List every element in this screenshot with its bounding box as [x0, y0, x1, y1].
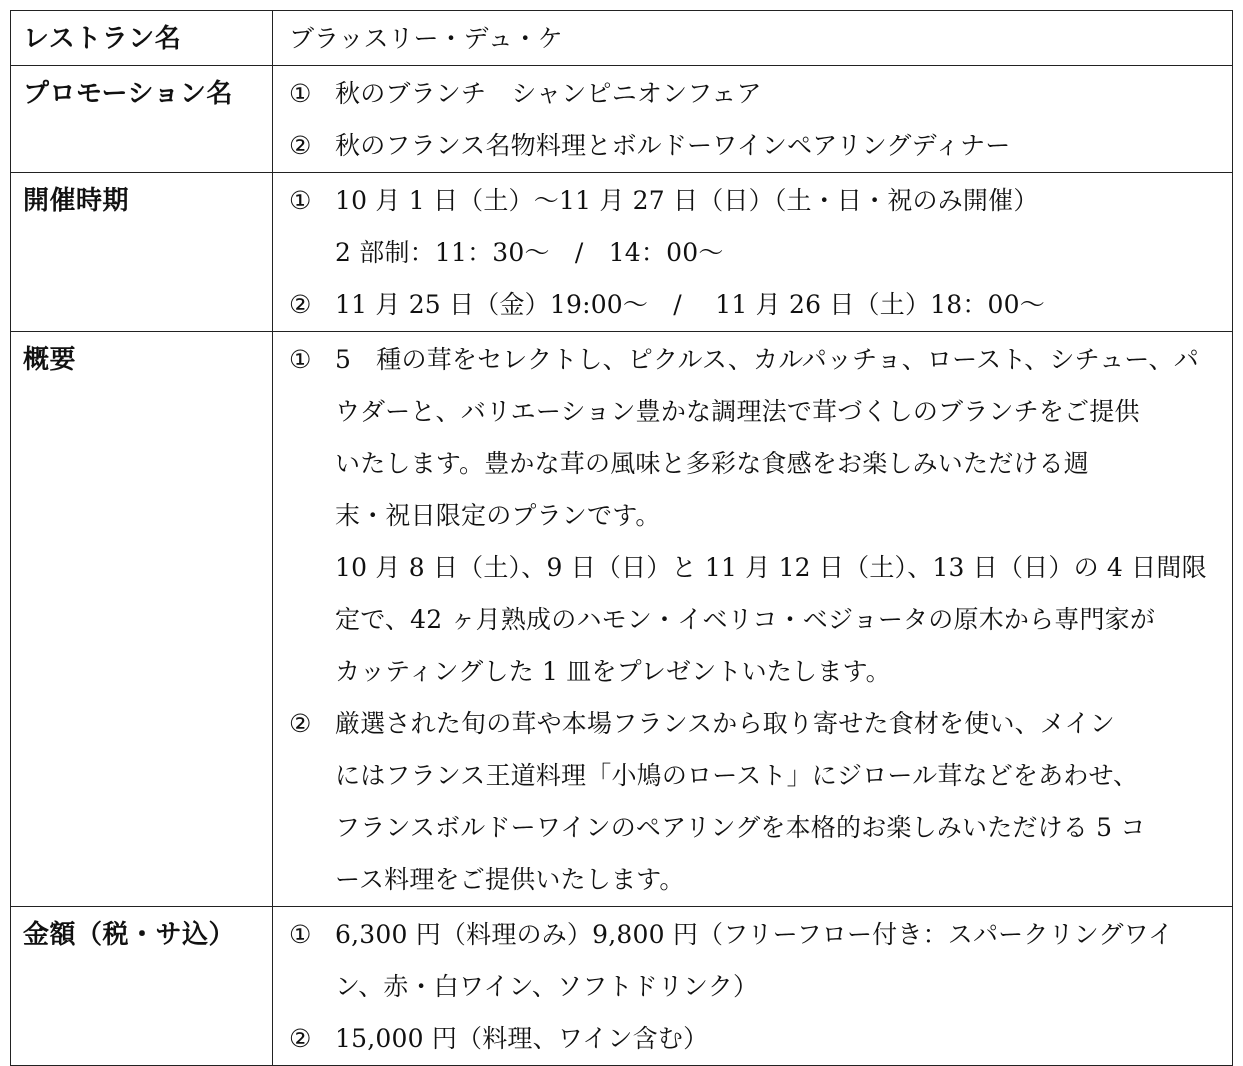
item-line: 2 部制：11：30～ / 14：00～: [335, 238, 724, 267]
period-item: [273, 279, 1232, 331]
item-line: 定で、42 ヶ月熟成のハモン・イベリコ・ベジョータの原木から専門家が: [335, 605, 1156, 634]
item-line: 末・祝日限定のプランです。: [335, 501, 661, 530]
overview-label: 概要: [11, 332, 273, 907]
promotion-item: [273, 120, 1232, 172]
item-number: ①: [289, 345, 312, 374]
item-number: ②: [289, 131, 312, 160]
item-line: 10 月 8 日（土）、9 日（日）と 11 月 12 日（土）、13 日（日）の 4 日間限: [335, 553, 1207, 582]
item-line: 6,300 円（料理のみ）9,800 円（フリーフロー付き：スパークリングワイ: [335, 920, 1174, 949]
item-line: ース料理をご提供いたします。: [335, 865, 685, 894]
row-restaurant: [11, 11, 1233, 66]
price-label: 金額（税・サ込）: [11, 907, 273, 1066]
item-line: フランスボルドーワインのペアリングを本格的お楽しみいただける 5 コ: [335, 813, 1146, 842]
item-line: にはフランス王道料理「小鳩のロースト」にジロール茸などをあわせ、: [335, 761, 1139, 790]
item-line: カッティングした 1 皿をプレゼントいたします。: [335, 657, 891, 686]
overview-item: [273, 334, 1232, 698]
item-line: 10 月 1 日（土）～11 月 27 日（日）（土・日・祝のみ開催）: [335, 186, 1039, 215]
row-overview: [11, 332, 1233, 907]
period-item: [273, 175, 1232, 279]
item-line: 15,000 円（料理、ワイン含む）: [335, 1024, 709, 1053]
promotion-items: [273, 66, 1233, 173]
row-period: [11, 173, 1233, 332]
price-item: [273, 909, 1232, 1013]
restaurant-label: レストラン名: [11, 11, 273, 66]
item-number: ①: [289, 79, 312, 108]
overview-items: [273, 332, 1233, 907]
restaurant-value: ブラッスリー・デュ・ケ: [289, 24, 563, 53]
item-number: ②: [289, 290, 312, 319]
item-line: 厳選された旬の茸や本場フランスから取り寄せた食材を使い、メイン: [335, 709, 1115, 738]
item-line: 5 種の茸をセレクトし、ピクルス、カルパッチョ、ロースト、シチュー、パ: [335, 345, 1199, 374]
item-number: ①: [289, 186, 312, 215]
promotion-info-table: [10, 10, 1233, 1066]
item-line: 11 月 25 日（金）19:00～ / 11 月 26 日（土）18：00～: [335, 290, 1045, 319]
item-line: ン、赤・白ワイン、ソフトドリンク）: [335, 972, 759, 1001]
row-price: [11, 907, 1233, 1066]
period-items: [273, 173, 1233, 332]
price-item: [273, 1013, 1232, 1065]
period-label: 開催時期: [11, 173, 273, 332]
item-number: ②: [289, 1024, 312, 1053]
item-line: 秋のブランチ シャンピニオンフェア: [335, 79, 762, 108]
item-number: ①: [289, 920, 312, 949]
price-items: [273, 907, 1233, 1066]
promotion-item: [273, 68, 1232, 120]
item-line: いたします。豊かな茸の風味と多彩な食感をお楽しみいただける週: [335, 449, 1090, 478]
row-promotion: [11, 66, 1233, 173]
promotion-label: プロモーション名: [11, 66, 273, 173]
restaurant-value-cell: [273, 11, 1233, 66]
item-line: ウダーと、バリエーション豊かな調理法で茸づくしのブランチをご提供: [335, 397, 1140, 426]
overview-item: [273, 698, 1232, 906]
item-number: ②: [289, 709, 312, 738]
item-line: 秋のフランス名物料理とボルドーワインペアリングディナー: [335, 131, 1011, 160]
